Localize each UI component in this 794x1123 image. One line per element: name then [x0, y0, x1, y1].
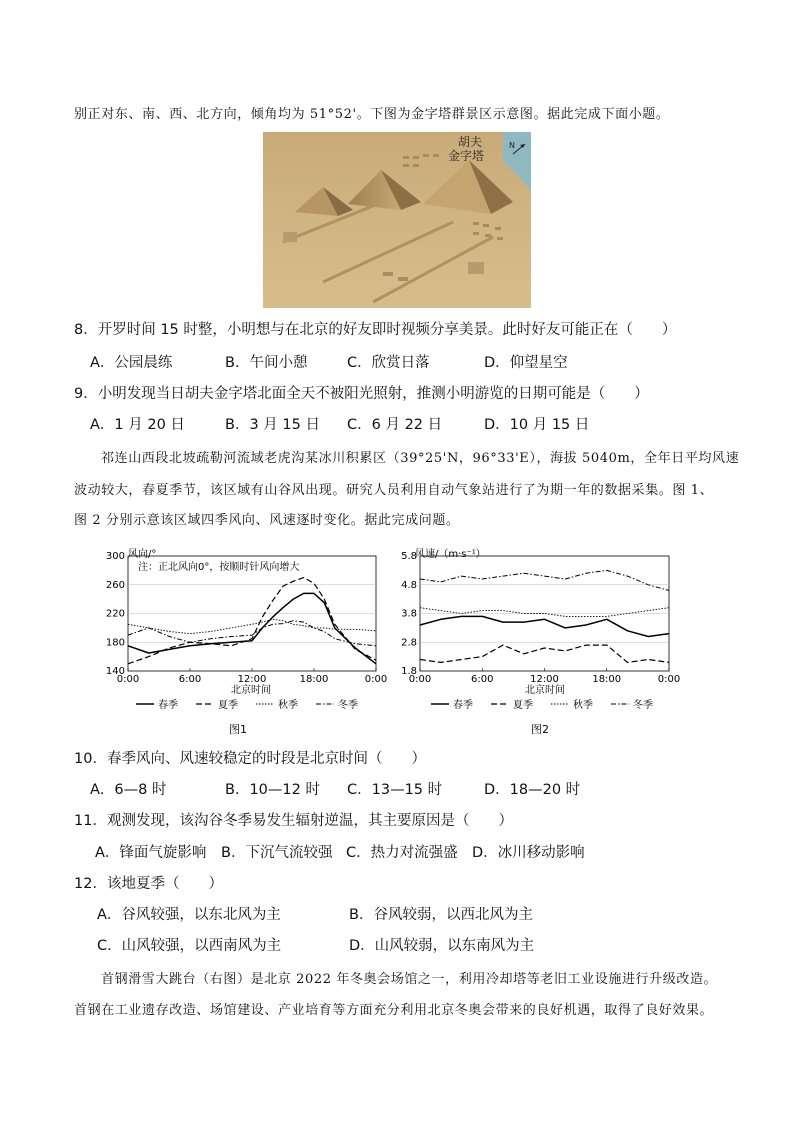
chart1-ytick: 260 — [105, 579, 125, 591]
q8-option-a[interactable]: A．公园晨练 — [90, 355, 173, 371]
north-arrow-label: N — [509, 141, 515, 150]
chart1-ytick: 180 — [105, 637, 125, 649]
q11-option-a[interactable]: A．锋面气旋影响 — [95, 845, 207, 861]
chart1-title: 图1 — [229, 723, 247, 736]
q9-option-d[interactable]: D．10 月 15 日 — [484, 417, 590, 433]
chart2-series-autumn — [420, 608, 669, 617]
chart2-ylabel: 风速/（m·s⁻¹） — [415, 549, 486, 560]
q9-option-a[interactable]: A．1 月 20 日 — [90, 417, 185, 433]
chart1-xtick: 0:00 — [116, 674, 140, 685]
q8-stem: 8．开罗时间 15 时整，小明想与在北京的好友即时视频分享美景。此时好友可能正在（ ） — [74, 322, 677, 338]
q10-option-d[interactable]: D．18—20 时 — [484, 782, 581, 798]
chart2-xtick: 18:00 — [592, 674, 622, 685]
chart2-legend-label: 秋季 — [573, 700, 593, 711]
q9-stem: 9．小明发现当日胡夫金字塔北面全天不被阳光照射，推测小明游览的日期可能是（ ） — [74, 386, 649, 402]
chart2-title: 图2 — [531, 723, 549, 736]
q10-option-b[interactable]: B．10—12 时 — [225, 782, 320, 798]
intro-line: 别正对东、南、西、北方向，倾角均为 51°52'。下图为金字塔群景区示意图。据此完成下面小题。 — [74, 107, 670, 122]
q11-option-c[interactable]: C．热力对流强盛 — [346, 845, 458, 861]
chart2-legend-label: 冬季 — [633, 700, 653, 711]
q12-option-c[interactable]: C．山风较强，以西南风为主 — [97, 938, 282, 954]
chart1-xtick: 18:00 — [299, 674, 329, 685]
passage2-line-1: 祁连山西段北坡疏勒河流域老虎沟某冰川积累区（39°25'N，96°33'E），海拔 5040m，全年日平均风速 — [101, 451, 740, 466]
chart1-legend-label: 春季 — [158, 700, 178, 711]
chart1-ylabel: 风向/° — [128, 549, 157, 560]
q8-option-c[interactable]: C．欣赏日落 — [347, 355, 430, 371]
chart1-xtick: 12:00 — [237, 674, 267, 685]
chart1-legend-label: 夏季 — [218, 700, 238, 711]
chart2-ytick: 1.8 — [401, 666, 417, 677]
q8-option-d[interactable]: D．仰望星空 — [484, 355, 568, 371]
passage2-line-3: 图 2 分别示意该区域四季风向、风速逐时变化。据此完成问题。 — [74, 513, 460, 528]
chart2-xlabel: 北京时间 — [525, 685, 565, 696]
q9-option-b[interactable]: B．3 月 15 日 — [225, 417, 320, 433]
q11-option-b[interactable]: B．下沉气流较强 — [221, 845, 333, 861]
chart2-xtick: 6:00 — [471, 674, 494, 685]
chart-wind-direction — [88, 545, 388, 740]
chart1-ytick: 140 — [105, 666, 125, 677]
chart2-legend-label: 夏季 — [513, 700, 533, 711]
chart2-ytick: 5.8 — [401, 551, 417, 562]
q8-option-b[interactable]: B．午间小憩 — [225, 355, 308, 371]
chart1-xlabel: 北京时间 — [231, 685, 271, 696]
passage3-line-1: 首钢滑雪大跳台（右图）是北京 2022 年冬奥会场馆之一，利用冷却塔等老旧工业设施进行升级改造。 — [101, 972, 718, 987]
chart2-legend-label: 春季 — [453, 700, 473, 711]
chart1-ytick: 220 — [105, 608, 125, 620]
chart1-note: 注：正北风向0°，按顺时针风向增大 — [138, 562, 300, 573]
pyramid-label-1: 胡夫 — [458, 135, 483, 149]
chart2-series-winter — [420, 570, 669, 590]
passage3-line-2: 首钢在工业遗存改造、场馆建设、产业培育等方面充分利用北京冬奥会带来的良好机遇，取得了良好效果。 — [74, 1003, 714, 1018]
q12-option-d[interactable]: D．山风较弱，以东南风为主 — [349, 938, 535, 954]
q10-option-c[interactable]: C．13—15 时 — [347, 782, 443, 798]
chart2-ytick: 3.8 — [401, 608, 417, 620]
chart1-series-spring — [128, 593, 376, 663]
pyramid-complex-image — [263, 132, 531, 308]
q10-stem: 10．春季风向、风速较稳定的时段是北京时间（ ） — [74, 751, 426, 767]
chart2-ytick: 4.8 — [401, 579, 417, 591]
chart1-legend-label: 冬季 — [338, 700, 358, 711]
passage2-line-2: 波动较大，春夏季节，该区域有山谷风出现。研究人员利用自动气象站进行了为期一年的数据采集。图 1、 — [74, 483, 714, 498]
chart1-xtick: 6:00 — [178, 674, 202, 685]
chart2-ytick: 2.8 — [401, 637, 417, 649]
chart2-series-summer — [420, 645, 669, 662]
q12-option-a[interactable]: A．谷风较强，以东北风为主 — [97, 907, 281, 923]
chart1-xtick: 0:00 — [364, 674, 388, 685]
q9-option-c[interactable]: C．6 月 22 日 — [347, 417, 443, 433]
chart-wind-speed — [395, 545, 695, 740]
chart1-ytick: 300 — [105, 551, 125, 562]
q11-stem: 11．观测发现，该沟谷冬季易发生辐射逆温，其主要原因是（ ） — [74, 813, 513, 829]
chart2-xtick: 0:00 — [408, 674, 432, 685]
chart2-xtick: 0:00 — [657, 674, 681, 685]
q10-option-a[interactable]: A．6—8 时 — [90, 782, 167, 798]
q12-stem: 12．该地夏季（ ） — [74, 876, 223, 892]
chart1-legend-label: 秋季 — [278, 700, 298, 711]
chart2-series-spring — [420, 616, 669, 636]
q12-option-b[interactable]: B．谷风较弱，以西北风为主 — [349, 907, 533, 923]
q11-option-d[interactable]: D．冰川移动影响 — [472, 845, 585, 861]
chart2-xtick: 12:00 — [530, 674, 559, 685]
pyramid-label-2: 金字塔 — [448, 149, 485, 163]
